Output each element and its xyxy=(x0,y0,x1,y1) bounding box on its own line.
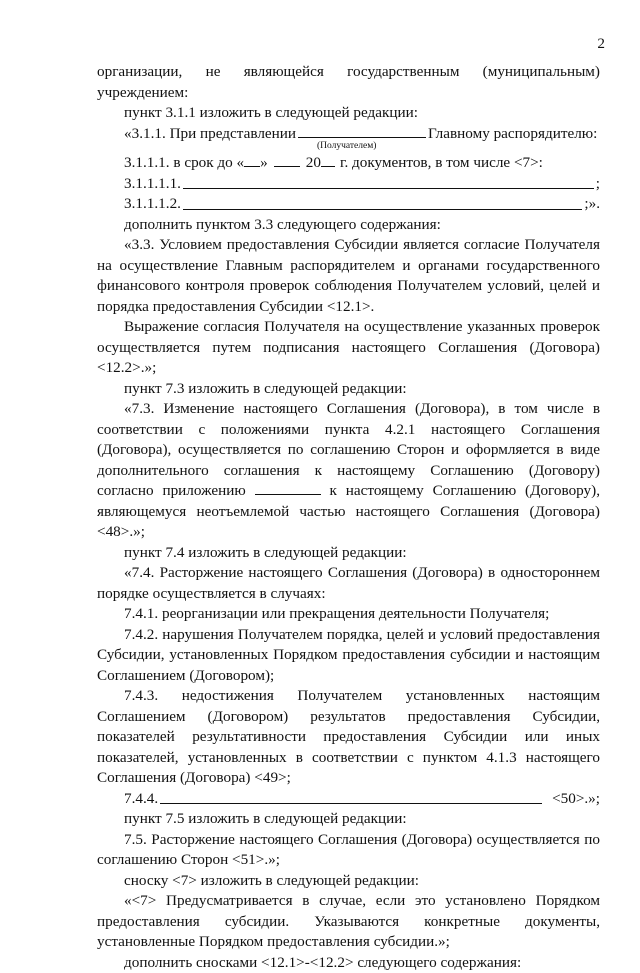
deadline-prefix: 3.1.1.1. в срок до « xyxy=(124,153,244,174)
clause-31111-end: ; xyxy=(596,174,600,195)
paragraph-742: 7.4.2. нарушения Получателем порядка, целей и условий предоставления Субсидии, установленных Порядком предоставления субсидии и настоящим Соглашением (Договором); xyxy=(97,625,600,687)
word: организации, xyxy=(97,62,182,83)
clause-31112-end: ;». xyxy=(584,194,600,215)
day-blank xyxy=(244,166,260,167)
clause-3111 xyxy=(97,153,600,174)
paragraph-73 xyxy=(97,399,600,543)
document-body xyxy=(97,62,600,973)
instruction-p73: пункт 7.3 изложить в следующей редакции: xyxy=(97,379,600,400)
instruction-p311: пункт 3.1.1 изложить в следующей редакции: xyxy=(97,103,600,124)
clause-31112 xyxy=(97,194,600,215)
clause-311-tail: Главному распорядителю: xyxy=(428,124,597,145)
recipient-blank xyxy=(298,137,426,138)
paragraph-33: «3.3. Условием предоставления Субсидии является согласие Получателя на осуществление Главным распорядителем и органами государственного финансового контроля проверок соблюдения Получателем условий, целей и порядка предоставления Субсидии <12.1>. xyxy=(97,235,600,317)
word: не xyxy=(206,62,221,83)
clause-31111-label: 3.1.1.1.1. xyxy=(124,174,181,195)
paragraph-741: 7.4.1. реорганизации или прекращения деятельности Получателя; xyxy=(97,604,600,625)
case-blank xyxy=(160,803,542,804)
clause-31111 xyxy=(97,174,600,195)
word: государственным xyxy=(347,62,459,83)
paragraph-33-consent: Выражение согласия Получателя на осуществление указанных проверок осуществляется путем подписания настоящего Соглашения (Договора) <12.2>.»; xyxy=(97,317,600,379)
instruction-footnote-7: сноску <7> изложить в следующей редакции: xyxy=(97,871,600,892)
footnote-7: «<7> Предусматривается в случае, если это установлено Порядком предоставления субсидии. Указываются конкретные документы, установленные Порядком предоставления субсидии.»; xyxy=(97,891,600,953)
clause-311-text: «3.1.1. При представлении xyxy=(124,124,296,145)
instruction-p33: дополнить пунктом 3.3 следующего содержания: xyxy=(97,215,600,236)
paragraph-74: «7.4. Расторжение настоящего Соглашения (Договора) в одностороннем порядке осуществляется в случаях: xyxy=(97,563,600,604)
deadline-quote: » xyxy=(260,153,268,174)
clause-31112-label: 3.1.1.1.2. xyxy=(124,194,181,215)
recipient-note: (Получателем) xyxy=(97,141,600,153)
line-organization xyxy=(97,62,600,83)
paragraph-743: 7.4.3. недостижения Получателем установленных настоящим Соглашением (Договором) результатов предоставления Субсидии, показателей результативности предоставления Субсидии или иных показателей, установленных в соответствии с пунктом 4.1.3 настоящего Соглашения (Договора) <49>; xyxy=(97,686,600,789)
month-blank xyxy=(274,166,300,167)
instruction-p74: пункт 7.4 изложить в следующей редакции: xyxy=(97,543,600,564)
word: являющейся xyxy=(244,62,324,83)
year-blank xyxy=(321,166,335,167)
paragraph-744-label: 7.4.4. xyxy=(124,789,158,810)
word: (муниципальным) xyxy=(483,62,600,83)
paragraph-73-text: «7.3. Изменение настоящего Соглашения (Договора), в том числе в соответствии с положениями пункта 4.2.1 настоящего Соглашения (Договора), осуществляется по соглашению Сторон и оформляется в виде дополнительного соглашения к настоящему Соглашению (Договору) согласно приложению xyxy=(97,400,600,499)
page-number: 2 xyxy=(585,34,605,55)
year-prefix: 20 xyxy=(306,153,321,174)
document-blank xyxy=(183,188,594,189)
paragraph-744-end: <50>.»; xyxy=(552,789,600,810)
appendix-blank xyxy=(255,494,321,495)
deadline-suffix: г. документов, в том числе <7>: xyxy=(340,153,543,174)
paragraph-744 xyxy=(97,789,600,810)
line-institution: учреждением: xyxy=(97,83,600,104)
paragraph-75: 7.5. Расторжение настоящего Соглашения (Договора) осуществляется по соглашению Сторон <51>.»; xyxy=(97,830,600,871)
document-blank xyxy=(183,209,582,210)
instruction-footnotes-12: дополнить сносками <12.1>-<12.2> следующего содержания: xyxy=(97,953,600,973)
instruction-p75: пункт 7.5 изложить в следующей редакции: xyxy=(97,809,600,830)
paragraph-73-tail: к настоящему Соглашению (Договору), являющемуся неотъемлемой частью настоящего Соглашения (Договора) <48>.»; xyxy=(97,482,600,540)
